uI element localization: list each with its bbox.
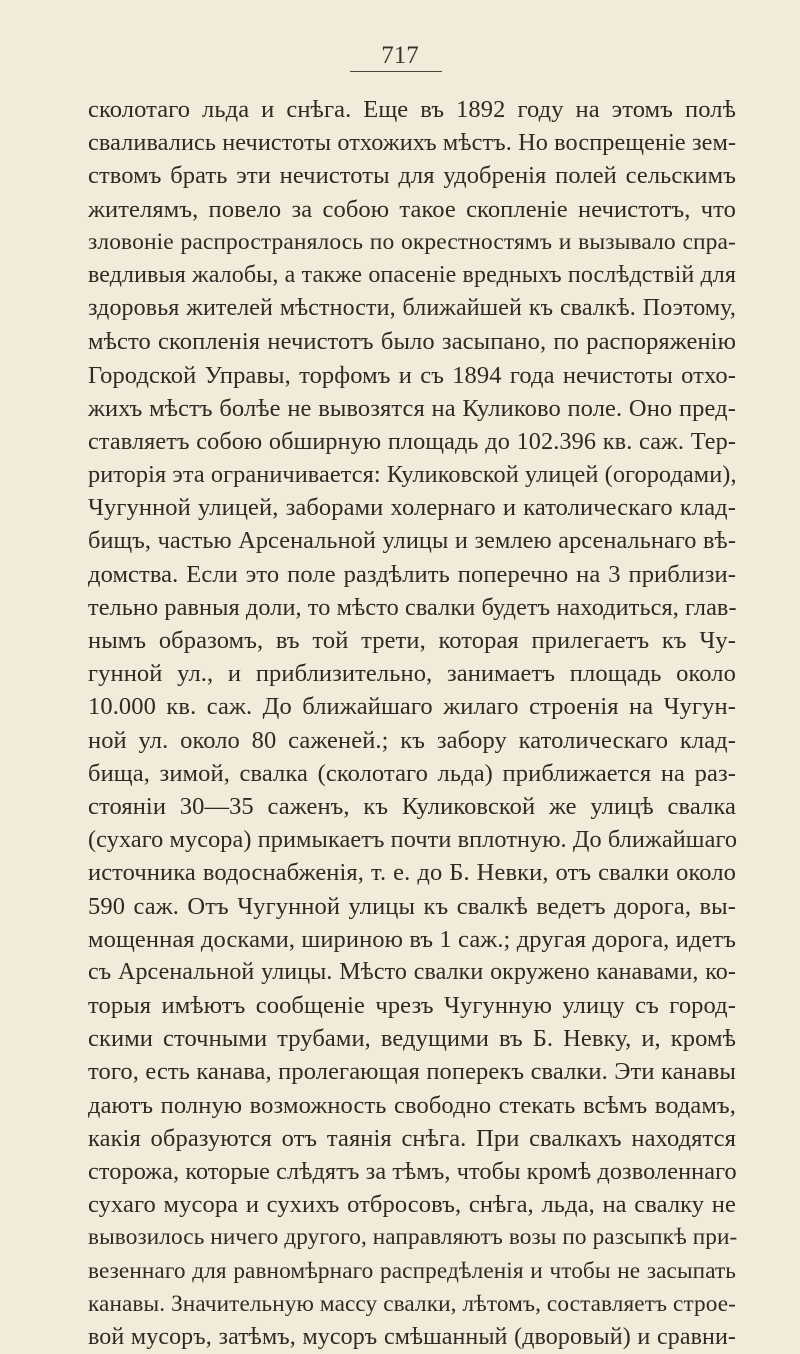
text-line: жихъ мѣстъ болѣе не вывозятся на Куликово поле. Оно пред- <box>88 394 736 422</box>
text-line: ставляетъ собою обширную площадь до 102.396 кв. саж. Тер- <box>88 427 736 455</box>
text-line: сторожа, которые слѣдятъ за тѣмъ, чтобы кромѣ дозволеннаго <box>88 1158 737 1185</box>
text-line: торыя имѣютъ сообщеніе чрезъ Чугунную улицу съ город- <box>88 992 736 1020</box>
page-number: 717 <box>381 42 419 69</box>
text-line: источника водоснабженія, т. е. до Б. Невки, отъ свалки около <box>88 859 736 887</box>
text-line: везеннаго для равномѣрнаго распредѣленія и чтобы не засыпать <box>88 1257 736 1284</box>
text-line: 590 саж. Отъ Чугунной улицы къ свалкѣ ведетъ дорога, вы- <box>88 892 736 920</box>
text-line: бищъ, частью Арсенальной улицы и землею арсенальнаго вѣ- <box>88 527 736 555</box>
text-line: 10.000 кв. саж. До ближайшаго жилаго строенія на Чугун- <box>88 693 736 721</box>
text-line: тельно равныя доли, то мѣсто свалки будетъ находиться, глав- <box>88 593 737 621</box>
text-line: Чугунной улицей, заборами холернаго и католическаго клад- <box>88 494 736 522</box>
text-line: того, есть канава, пролегающая поперекъ свалки. Эти канавы <box>88 1058 736 1086</box>
text-line: съ Арсенальной улицы. Мѣсто свалки окружено канавами, ко- <box>88 958 736 985</box>
text-line: сухаго мусора и сухихъ отбросовъ, снѣга, льда, на свалку не <box>88 1191 736 1219</box>
text-line: даютъ полную возможность свободно стекать всѣмъ водамъ, <box>88 1091 736 1119</box>
text-line: сваливались нечистоты отхожихъ мѣстъ. Но воспрещеніе зем- <box>88 129 737 157</box>
text-line: ной ул. около 80 саженей.; къ забору католическаго клад- <box>88 726 736 754</box>
page-number-rule <box>350 71 442 72</box>
text-line: вой мусоръ, затѣмъ, мусоръ смѣшанный (дворовый) и сравни- <box>88 1323 736 1350</box>
text-line: мощенная досками, шириною въ 1 саж.; другая дорога, идетъ <box>88 925 736 953</box>
text-line: гунной ул., и приблизительно, занимаетъ площадь около <box>88 660 736 688</box>
text-line: Городской Управы, торфомъ и съ 1894 года нечистоты отхо- <box>88 361 736 389</box>
body-text <box>88 93 736 1354</box>
text-line: (сухаго мусора) примыкаетъ почти вплотную. До ближайшаго <box>88 826 738 854</box>
text-line: канавы. Значительную массу свалки, лѣтомъ, составляетъ строе- <box>88 1290 736 1317</box>
text-line: какія образуются отъ таянія снѣга. При свалкахъ находятся <box>88 1124 736 1152</box>
text-line: стояніи 30—35 саженъ, къ Куликовской же улицѣ свалка <box>88 792 736 820</box>
text-line: мѣсто скопленія нечистотъ было засыпано, по распоряженію <box>88 328 736 356</box>
text-line: бища, зимой, свалка (сколотаго льда) приближается на раз- <box>88 759 736 787</box>
text-line: нымъ образомъ, въ той трети, которая прилегаетъ къ Чу- <box>88 627 736 654</box>
text-line: сколотаго льда и снѣга. Еще въ 1892 году на этомъ полѣ <box>88 96 736 123</box>
text-line: скими сточными трубами, ведущими въ Б. Невку, и, кромѣ <box>88 1025 736 1053</box>
text-line: здоровья жителей мѣстности, ближайшей къ свалкѣ. Поэтому, <box>88 295 736 322</box>
text-line: ствомъ брать эти нечистоты для удобренія полей сельскимъ <box>88 162 736 190</box>
text-line: домства. Если это поле раздѣлить поперечно на 3 приблизи- <box>88 560 736 588</box>
text-line: зловоніе распространялось по окрестностямъ и вызывало спра- <box>88 228 736 255</box>
text-line: жителямъ, повело за собою такое скопленіе нечистотъ, что <box>88 195 736 223</box>
text-line: ведливыя жалобы, а также опасеніе вредныхъ послѣдствій для <box>88 261 736 288</box>
text-line: вывозилось ничего другого, направляютъ возы по разсыпкѣ при- <box>88 1224 738 1251</box>
text-line: риторія эта ограничивается: Куликовской улицей (огородами), <box>88 461 737 489</box>
